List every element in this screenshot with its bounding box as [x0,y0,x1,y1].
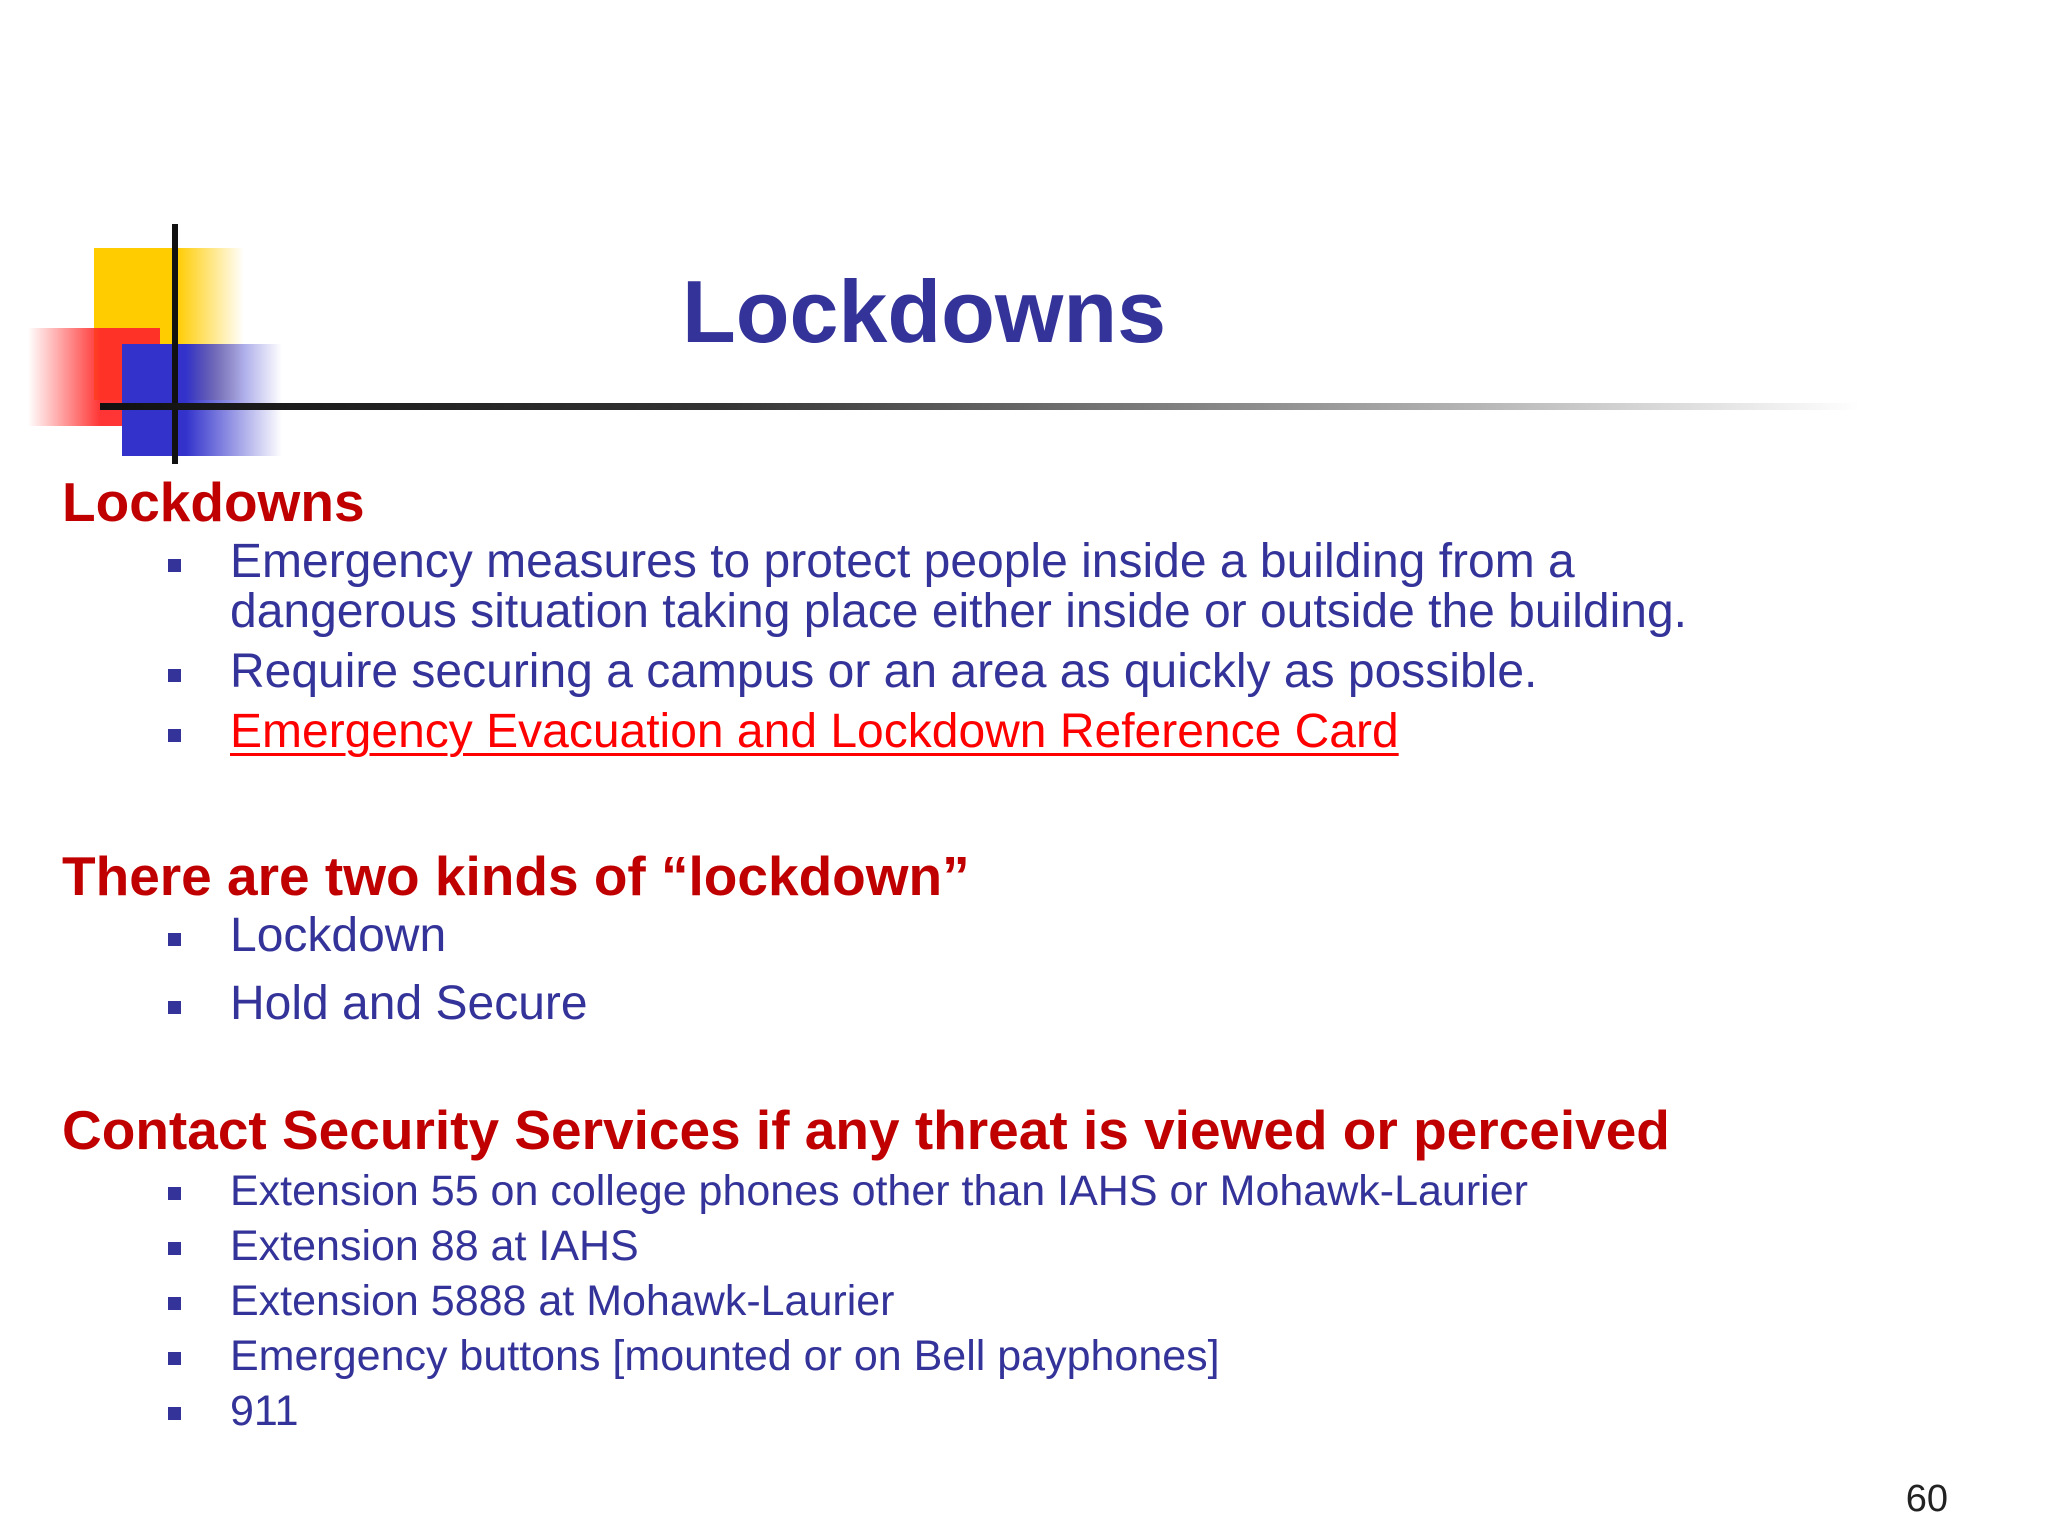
square-bullet-icon [168,729,181,742]
square-bullet-icon [168,1242,181,1255]
section-heading-contact: Contact Security Services if any threat is viewed or perceived [62,1099,1670,1161]
list-item [62,908,970,962]
square-bullet-icon [168,1187,181,1200]
square-bullet-icon [168,933,181,946]
list-item-text: Hold and Secure [230,976,588,1030]
title-underline-rule [100,403,1860,410]
blue-square-decoration [122,344,282,456]
square-bullet-icon [168,1001,181,1014]
list-item-text-line: Emergency measures to protect people inside a building from a [230,534,1575,588]
section-lockdown-kinds [62,846,970,1039]
list-item-text: Extension 5888 at Mohawk-Laurier [230,1276,895,1325]
list-item [62,534,1687,638]
reference-card-link[interactable]: Emergency Evacuation and Lockdown Reference Card [230,704,1399,758]
list-item-text: Lockdown [230,908,447,962]
section-heading-kinds: There are two kinds of “lockdown” [62,845,970,907]
section-heading-lockdowns: Lockdowns [62,471,365,533]
list-item [62,644,1687,698]
list-item [62,1387,1670,1435]
page-number: 60 [1905,1478,1948,1520]
square-bullet-icon [168,1297,181,1310]
list-item-text: 911 [230,1386,299,1435]
section-contact-security [62,1100,1670,1442]
list-item-text: Extension 55 on college phones other than IAHS or Mohawk-Laurier [230,1166,1528,1215]
list-item [62,1277,1670,1325]
list-item-text: Extension 88 at IAHS [230,1221,639,1270]
list-item-text: Emergency buttons [mounted or on Bell payphones] [230,1331,1220,1380]
square-bullet-icon [168,559,181,572]
slide-title: Lockdowns [681,262,1167,361]
square-bullet-icon [168,1352,181,1365]
list-item-text-line: dangerous situation taking place either inside or outside the building. [230,584,1687,638]
section-lockdowns [62,472,1687,767]
list-item-text: Require securing a campus or an area as quickly as possible. [230,644,1538,698]
list-item [62,976,970,1030]
square-bullet-icon [168,669,181,682]
list-item [62,1332,1670,1380]
list-item [62,1167,1670,1215]
list-item [62,1222,1670,1270]
contact-list [62,1167,1670,1435]
list-item [62,704,1687,758]
square-bullet-icon [168,1407,181,1420]
lockdowns-list [62,534,1687,758]
kinds-list [62,908,970,1030]
